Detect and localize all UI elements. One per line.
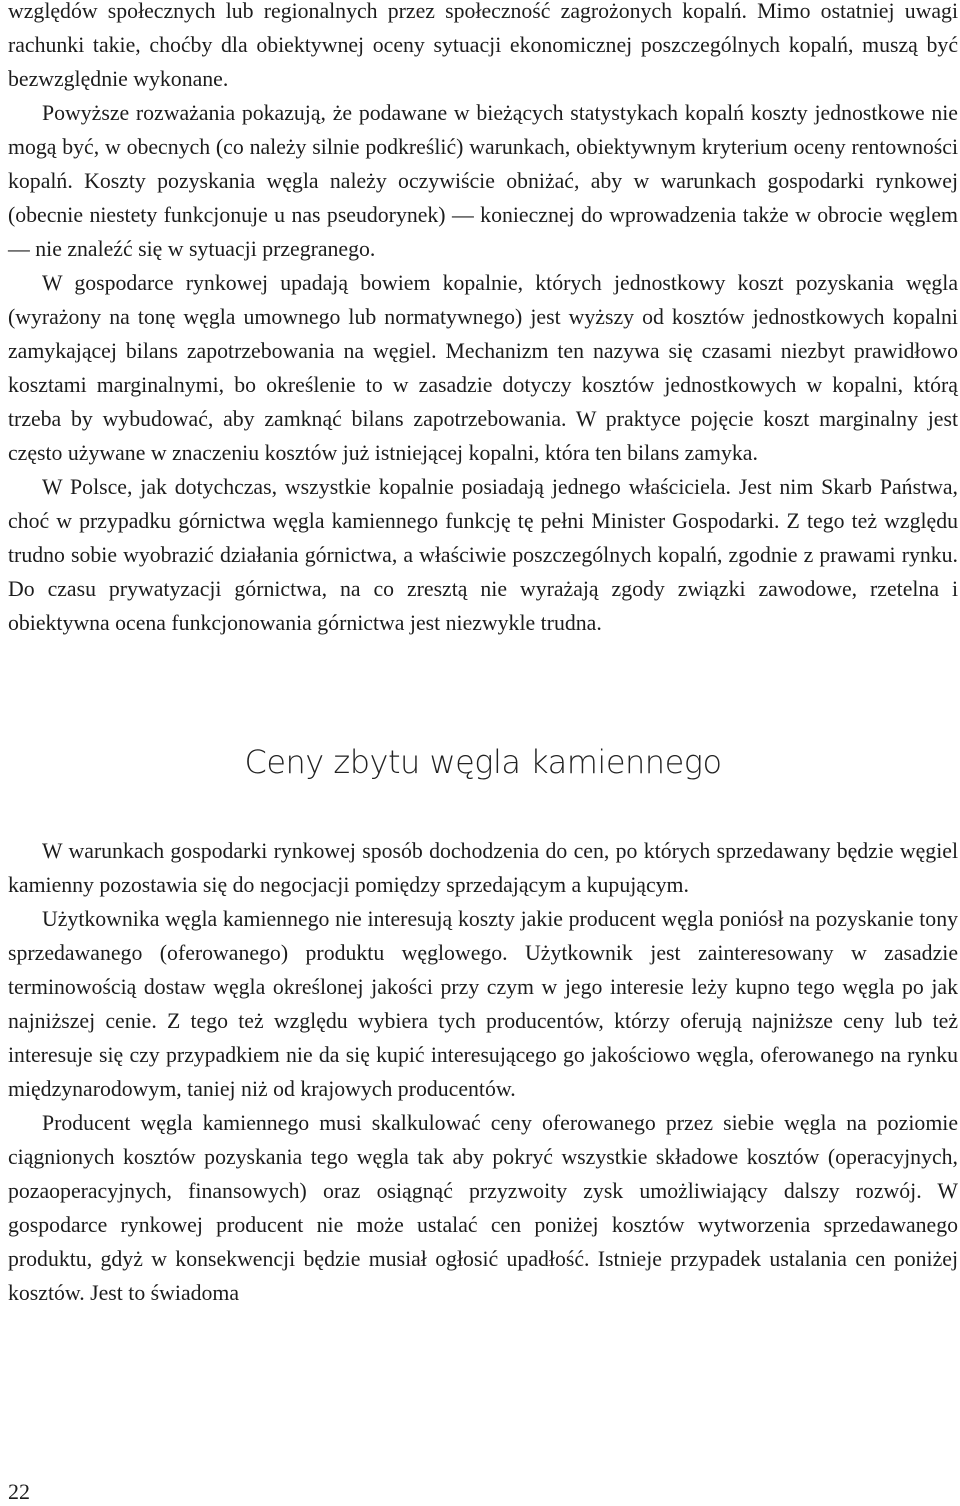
document-page xyxy=(8,0,958,1310)
paragraph: Producent węgla kamiennego musi skalkulować ceny oferowanego przez siebie węgla na poziomie ciągnionych kosztów pozyskania tego węgla tak aby pokryć wszystkie składowe kosztów (operacyjnych, pozaoperacyjnych, finansowych) oraz osiągnąć przyzwoity zysk umożliwiający dalszy rozwój. W gospodarce rynkowej producent nie może ustalać cen poniżej kosztów wytworzenia sprzedawanego produktu, gdyż w konsekwencji będzie musiał ogłosić upadłość. Istnieje przypadek ustalania cen poniżej kosztów. Jest to świadoma xyxy=(8,1111,958,1305)
section-heading: Ceny zbytu węgla kamiennego xyxy=(244,743,722,781)
paragraph: W warunkach gospodarki rynkowej sposób dochodzenia do cen, po których sprzedawany będzie węgiel kamienny pozostawia się do negocjacji pomiędzy sprzedającym a kupującym. xyxy=(8,839,958,897)
paragraph: W Polsce, jak dotychczas, wszystkie kopalnie posiadają jednego właściciela. Jest nim Skarb Państwa, choć w przypadku górnictwa węgla kamiennego funkcję tę pełni Minister Gospodarki. Z tego też względu trudno sobie wyobrazić działania górnictwa, a właściwie poszczególnych kopalń, zgodnie z prawami rynku. Do czasu prywatyzacji górnictwa, na co zresztą nie wyrażają zgody związki zawodowe, rzetelna i obiektywna ocena funkcjonowania górnictwa jest niezwykle trudna. xyxy=(8,475,958,635)
page-number: 22 xyxy=(8,1479,30,1504)
paragraph: Powyższe rozważania pokazują, że podawane w bieżących statystykach kopalń koszty jednostkowe nie mogą być, w obecnych (co należy silnie podkreślić) warunkach, obiektywnym kryterium oceny rentowności kopalń. Koszty pozyskania węgla należy oczywiście obniżać, aby w warunkach gospodarki rynkowej (obecnie niestety funkcjonuje u nas pseudorynek) — koniecznej do wprowadzenia także w obrocie węglem — nie znaleźć się w sytuacji przegranego. xyxy=(8,101,958,261)
paragraph: W gospodarce rynkowej upadają bowiem kopalnie, których jednostkowy koszt pozyskania węgla (wyrażony na tonę węgla umownego lub normatywnego) jest wyższy od kosztów jednostkowych kopalni zamykającej bilans zapotrzebowania na węgiel. Mechanizm ten nazywa się czasami niezbyt prawidłowo kosztami marginalnymi, bo określenie to w zasadzie dotyczy kosztów jednostkowych w kopalni, którą trzeba by wybudować, aby zamknąć bilans zapotrzebowania. W praktyce pojęcie koszt marginalny jest często używane w znaczeniu kosztów już istniejącej kopalni, która ten bilans zamyka. xyxy=(8,271,958,465)
paragraph-continuation: względów społecznych lub regionalnych przez społeczność zagrożonych kopalń. Mimo ostatniej uwagi rachunki takie, choćby dla obiektywnej oceny sytuacji ekonomicznej poszczególnych kopalń, muszą być bezwzględnie wykonane. xyxy=(8,0,958,91)
paragraph: Użytkownika węgla kamiennego nie interesują koszty jakie producent węgla poniósł na pozyskanie tony sprzedawanego (oferowanego) produktu węglowego. Użytkownik jest zainteresowany w zasadzie terminowością dostaw węgla określonej jakości przy czym w jego interesie leży kupno tego węgla po jak najniższej cenie. Z tego też względu wybiera tych producentów, którzy oferują najniższe ceny lub też interesuje się czy przypadkiem nie da się kupić interesującego go jakościowo węgla, oferowanego na rynku międzynarodowym, taniej niż od krajowych producentów. xyxy=(8,907,958,1101)
